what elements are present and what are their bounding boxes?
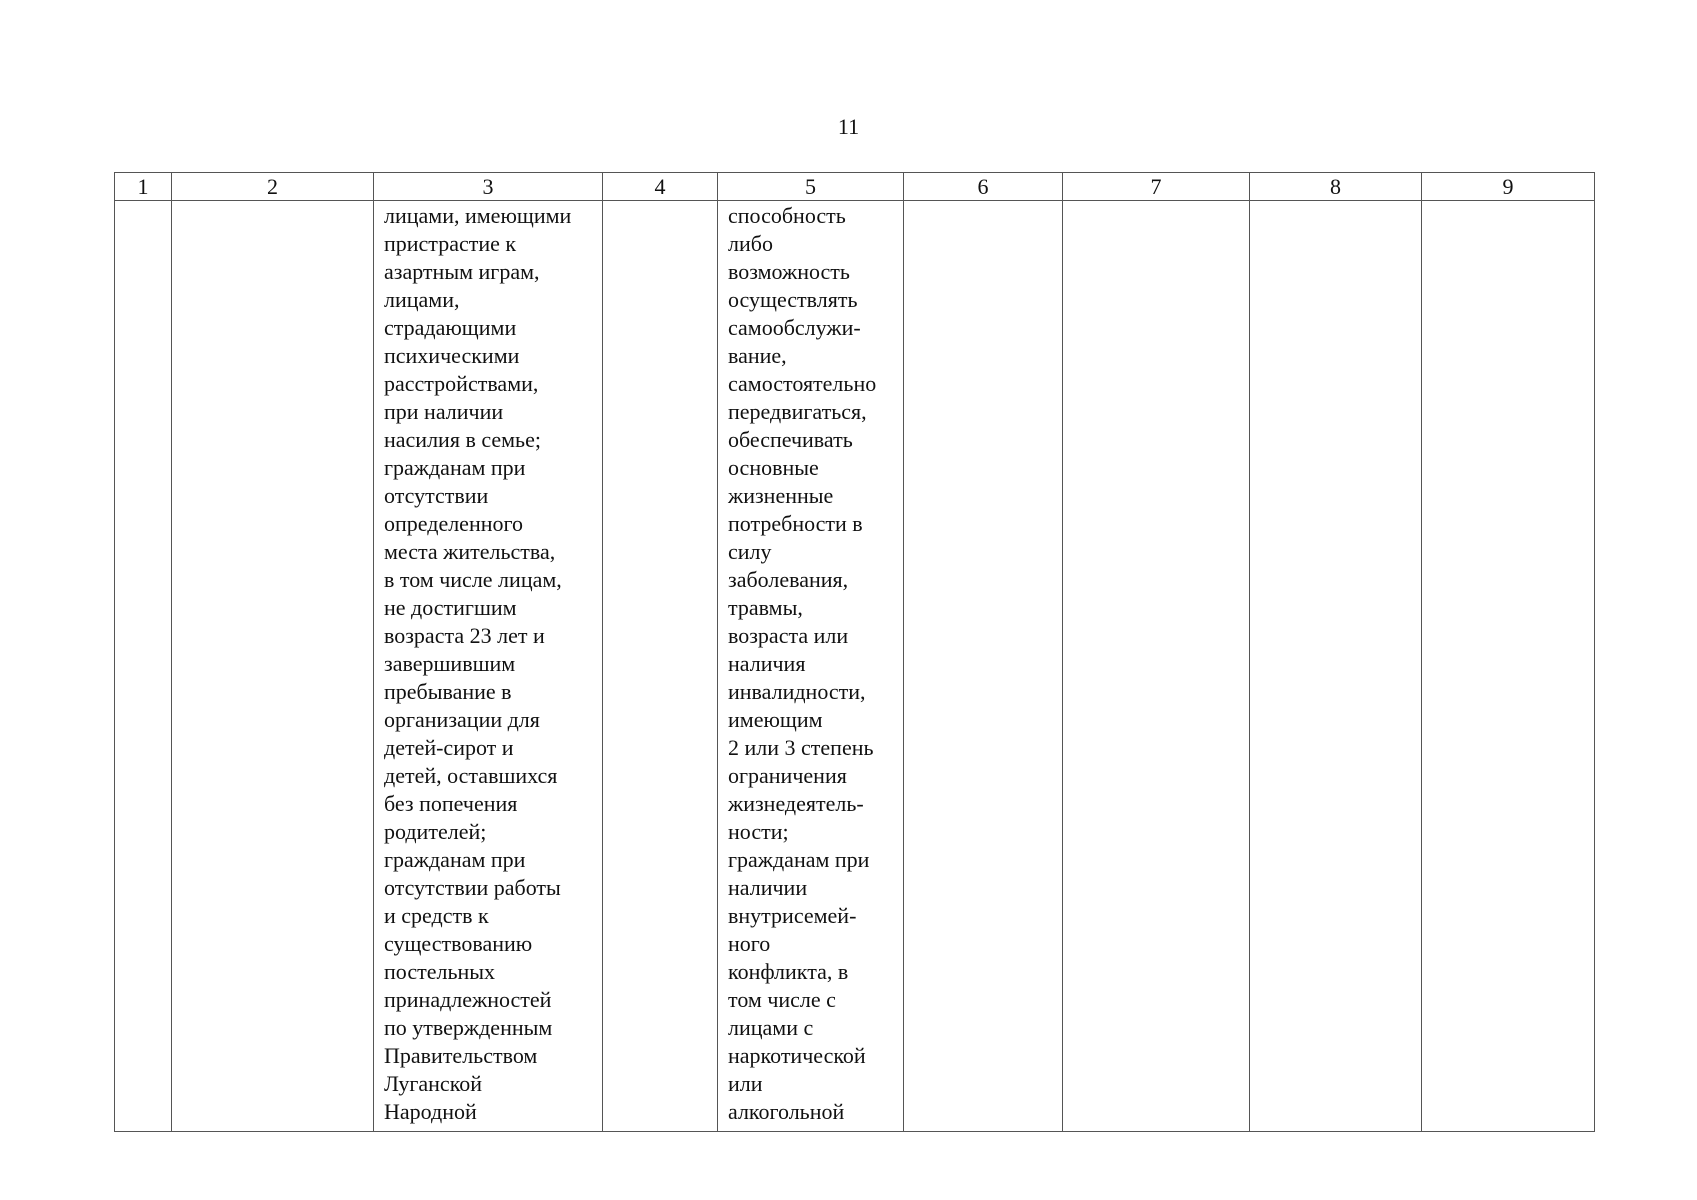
text-line: детей, оставшихся (384, 763, 558, 788)
text-line: или (728, 1071, 763, 1096)
text-line: отсутствии работы (384, 875, 561, 900)
table-row (115, 201, 1595, 1132)
text-line: возможность (728, 259, 850, 284)
text-line: вание, (728, 343, 787, 368)
text-line: без попечения (384, 791, 518, 816)
column-header-3: 3 (374, 173, 603, 201)
text-line: пребывание в (384, 679, 512, 704)
text-line: наличия (728, 651, 806, 676)
text-line: и средств к (384, 903, 489, 928)
text-line: Луганской (384, 1071, 483, 1096)
text-line: места жительства, (384, 539, 556, 564)
column-header-5: 5 (718, 173, 904, 201)
column-header-7: 7 (1063, 173, 1250, 201)
text-line: 2 или 3 степень (728, 735, 874, 760)
text-line: передвигаться, (728, 399, 867, 424)
text-line: том числе с (728, 987, 836, 1012)
text-line: наличии (728, 875, 808, 900)
text-line: обеспечивать (728, 427, 853, 452)
text-line: пристрастие к (384, 231, 517, 256)
cell-col-4 (603, 201, 718, 1132)
text-line: страдающими (384, 315, 517, 340)
cell-col-7 (1063, 201, 1250, 1132)
text-line: возраста 23 лет и (384, 623, 545, 648)
text-line: либо (728, 231, 773, 256)
text-line: расстройствами, (384, 371, 539, 396)
cell-col-8 (1250, 201, 1422, 1132)
text-line: самообслужи- (728, 315, 861, 340)
text-line: организации для (384, 707, 540, 732)
text-line: конфликта, в (728, 959, 849, 984)
cell-col-1 (115, 201, 172, 1132)
column-header-9: 9 (1422, 173, 1595, 201)
text-line: гражданам при (728, 847, 870, 872)
text-line: отсутствии (384, 483, 489, 508)
text-line: при наличии (384, 399, 504, 424)
text-line: гражданам при (384, 455, 526, 480)
text-line: осуществлять (728, 287, 858, 312)
cell-col-5-text (718, 201, 903, 1126)
cell-col-6 (904, 201, 1063, 1132)
text-line: постельных (384, 959, 496, 984)
column-header-8: 8 (1250, 173, 1422, 201)
column-header-1: 1 (115, 173, 172, 201)
text-line: лицами, (384, 287, 460, 312)
cell-col-9 (1422, 201, 1595, 1132)
text-line: внутрисемей- (728, 903, 857, 928)
text-line: возраста или (728, 623, 849, 648)
text-line: способность (728, 203, 846, 228)
text-line: ного (728, 931, 771, 956)
text-line: существованию (384, 931, 533, 956)
text-line: наркотической (728, 1043, 866, 1068)
column-header-2: 2 (172, 173, 374, 201)
text-line: ограничения (728, 763, 847, 788)
text-line: травмы, (728, 595, 803, 620)
text-line: заболевания, (728, 567, 849, 592)
text-line: ности; (728, 819, 789, 844)
text-line: по утвержденным (384, 1015, 553, 1040)
text-line: принадлежностей (384, 987, 552, 1012)
text-line: лицами, имеющими (384, 203, 572, 228)
text-line: Правительством (384, 1043, 538, 1068)
column-header-6: 6 (904, 173, 1063, 201)
text-line: жизненные (728, 483, 834, 508)
page-number: 11 (837, 114, 860, 139)
text-line: не достигшим (384, 595, 517, 620)
text-line: имеющим (728, 707, 823, 732)
text-line: определенного (384, 511, 523, 536)
text-line: лицами с (728, 1015, 814, 1040)
text-line: гражданам при (384, 847, 526, 872)
text-line: жизнедеятель- (728, 791, 864, 816)
column-header-4: 4 (603, 173, 718, 201)
document-table (114, 172, 1595, 1132)
text-line: алкогольной (728, 1099, 845, 1124)
header-row (115, 173, 1595, 201)
text-line: насилия в семье; (384, 427, 541, 452)
text-line: азартным играм, (384, 259, 540, 284)
cell-col-5 (718, 201, 904, 1132)
text-line: основные (728, 455, 819, 480)
text-line: силу (728, 539, 772, 564)
text-line: завершившим (384, 651, 516, 676)
text-line: Народной (384, 1099, 477, 1124)
text-line: самостоятельно (728, 371, 877, 396)
text-line: психическими (384, 343, 520, 368)
text-line: потребности в (728, 511, 863, 536)
cell-col-3 (374, 201, 603, 1132)
cell-col-3-text (374, 201, 602, 1126)
text-line: в том числе лицам, (384, 567, 562, 592)
text-line: родителей; (384, 819, 487, 844)
cell-col-2 (172, 201, 374, 1132)
text-line: детей-сирот и (384, 735, 514, 760)
text-line: инвалидности, (728, 679, 866, 704)
